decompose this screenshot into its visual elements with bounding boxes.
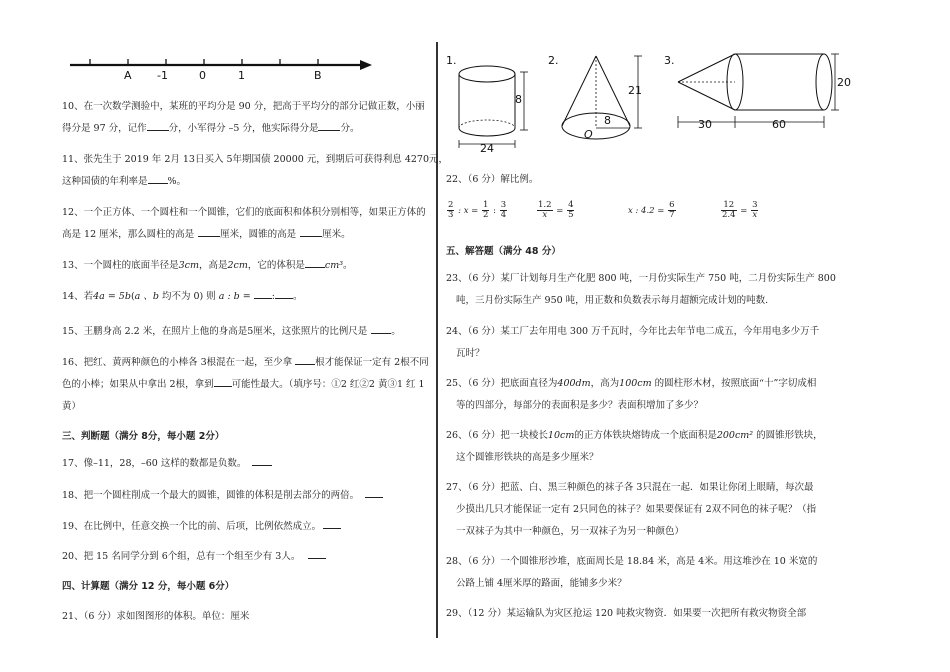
figure-cone-cylinder	[660, 48, 855, 138]
question-22: 22、（6 分）解比例。	[446, 174, 539, 185]
question-15: 15、王鹏身高 2.2 米，在照片上他的身高是5厘米，这张照片的比例尺是 。	[62, 321, 401, 343]
numline-label-neg1: -1	[157, 69, 168, 82]
figure-cone	[544, 48, 664, 148]
figure-number: 3.	[664, 54, 675, 67]
dim-height: 21	[628, 84, 642, 97]
answer-blank[interactable]	[308, 548, 326, 559]
answer-blank[interactable]	[365, 487, 383, 498]
answer-blank[interactable]	[252, 455, 272, 466]
answer-blank[interactable]	[300, 226, 322, 237]
figure-number: 2.	[548, 54, 559, 67]
question-26: 26、（6 分）把一块棱长10cm的正方体铁块熔铸成一个底面积是200cm² 的圆锥形铁块， 这个圆锥形铁块的高是多少厘米？	[446, 430, 823, 463]
dim-diameter: 24	[480, 142, 494, 155]
numline-label-b: B	[314, 69, 322, 82]
question-25: 25、（6 分）把底面直径为400dm，高为100cm 的圆柱形木材，按照底面“十”字切成相 等的四部分，每部分的表面积是多少？表面积增加了多少？	[446, 378, 817, 411]
numline-label-a: A	[124, 69, 132, 82]
answer-blank[interactable]	[198, 226, 220, 237]
question-23: 23、（6 分）某厂计划每月生产化肥 800 吨，一月份实际生产 750 吨，二月份实际生产 800 吨，三月份实际生产 950 吨，用正数和负数表示每月超额完成计划的吨数.	[446, 273, 836, 306]
question-20: 20、把 15 名同学分到 6个组，总有一个组至少有 3人。	[62, 546, 326, 568]
question-14: 14、若4a = 5b(a 、b 均不为 0) 则 a : b = : 。	[62, 286, 302, 308]
section-4-heading: 四、计算题（满分 12 分，每小题 6分）	[62, 581, 235, 592]
answer-blank[interactable]	[371, 323, 391, 334]
question-18: 18、把一个圆柱削成一个最大的圆锥，圆锥的体积是削去部分的两倍。	[62, 485, 383, 507]
question-17: 17、像–11，28，–60 这样的数都是负数。	[62, 453, 272, 475]
proportion-2: $\frac{1.2}{x}$ = $\frac{4}{5}$	[538, 200, 574, 220]
question-24: 24、（6 分）某工厂去年用电 300 万千瓦时，今年比去年节电二成五，今年用电多少万千 瓦时？	[446, 326, 820, 359]
section-3-heading: 三、判断题（满分 8分，每小题 2分）	[62, 431, 225, 442]
column-divider	[436, 42, 438, 638]
question-19: 19、在比例中，任意交换一个比的前、后项，比例依然成立。	[62, 516, 341, 538]
left-column	[0, 0, 448, 672]
figure-cylinder	[440, 48, 540, 158]
question-28: 28、（6 分）一个圆锥形沙堆，底面周长是 18.84 米，高是 4米。用这堆沙在 10 米宽的 公路上铺 4厘米厚的路面，能铺多少米？	[446, 556, 818, 589]
answer-blank[interactable]	[275, 288, 293, 299]
answer-blank[interactable]	[254, 288, 272, 299]
number-line	[60, 52, 380, 82]
right-column	[440, 0, 950, 672]
question-12: 12、一个正方体、一个圆柱和一个圆锥，它们的底面积和体积分别相等，如果正方体的 高是 12 厘米，那么圆柱的高是 厘米，圆锥的高是 厘米。	[62, 207, 426, 240]
numline-label-1: 1	[238, 69, 245, 82]
dim-radius: 8	[604, 114, 611, 127]
answer-blank[interactable]	[323, 518, 341, 529]
question-27: 27、（6 分）把蓝、白、黑三种颜色的袜子各 3只混在一起．如果让你闭上眼睛，每次最 少摸出几只才能保证一定有 2只同色的袜子？如果要保证有 2双不同色的袜子呢？（指 一双袜子为其中一种颜色，另一双袜子为另一种颜色）	[446, 482, 817, 537]
question-21: 21、（6 分）求如图图形的体积。单位：厘米	[62, 611, 250, 622]
question-13: 13、一个圆柱的底面半径是3cm，高是2cm，它的体积是 cm³。	[62, 255, 353, 277]
proportion-4: $\frac{12}{2.4}$ = $\frac{3}{x}$	[722, 200, 758, 220]
proportion-1: $\frac{2}{3}$ : x = $\frac{1}{2}$ : $\frac{3}{4}$	[448, 200, 507, 220]
answer-blank[interactable]	[148, 173, 168, 184]
dim-cylinder-length: 60	[772, 118, 786, 131]
question-16: 16、把红、黄两种颜色的小棒各 3根混在一起，至少拿 根才能保证一定有 2根不同 色的小棒；如果从中拿出 2根，拿到 可能性最大。（填序号：①2 红②2 黄③1 红 1 黄）	[62, 352, 429, 418]
answer-blank[interactable]	[305, 257, 325, 268]
answer-blank[interactable]	[147, 120, 169, 131]
answer-blank[interactable]	[318, 120, 340, 131]
proportion-3: x : 4.2 = $\frac{6}{7}$	[628, 200, 675, 220]
numline-label-0: 0	[199, 69, 206, 82]
answer-blank[interactable]	[295, 354, 315, 365]
dim-diameter: 20	[837, 76, 851, 89]
answer-blank[interactable]	[214, 376, 232, 387]
figure-number: 1.	[446, 54, 457, 67]
dim-cone-length: 30	[698, 118, 712, 131]
center-label: O	[584, 128, 593, 141]
dim-height: 8	[515, 93, 522, 106]
question-11: 11、张先生于 2019 年 2月 13日买入 5年期国债 20000 元，到期后可获得利息 4270元， 这种国债的年利率是 %。	[62, 154, 448, 187]
question-10: 10、在一次数学测验中，某班的平均分是 90 分，把高于平均分的部分记做正数，小丽 得分是 97 分，记作 分，小军得分 –5 分，他实际得分是 分。	[62, 101, 425, 134]
section-5-heading: 五、解答题（满分 48 分）	[446, 246, 561, 257]
question-29: 29、（12 分）某运输队为灾区抢运 120 吨救灾物资．如果要一次把所有救灾物资全部	[446, 608, 807, 619]
